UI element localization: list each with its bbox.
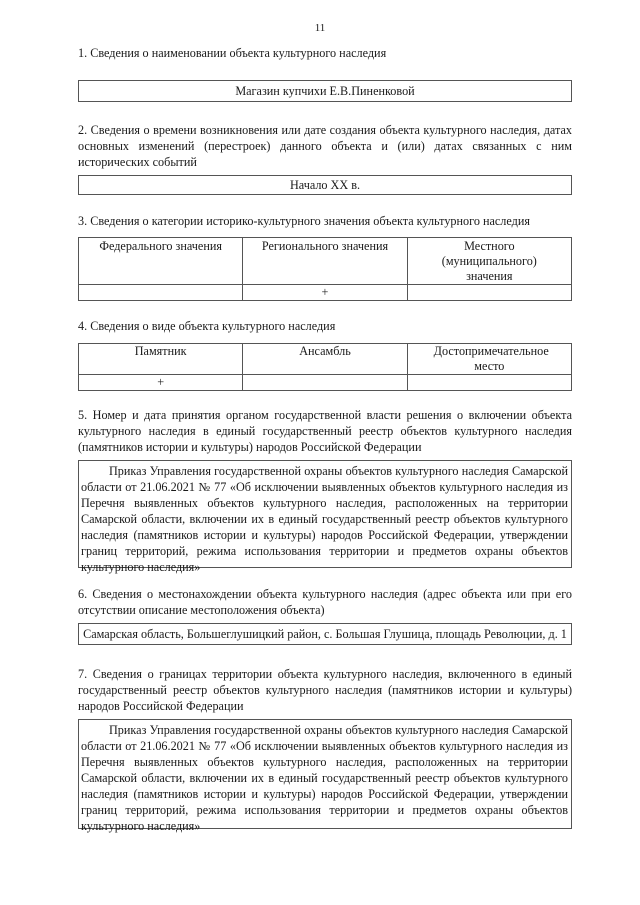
section-7-title: 7. Сведения о границах территории объекта культурного наследия, включенного в единый государственный реестр объектов культурного наследия (памятников истории и культуры) народов Российской Федерации — [78, 667, 572, 713]
type-table — [78, 343, 572, 391]
boundaries-order-text: Приказ Управления государственной охраны объектов культурного наследия Самарской области от 21.06.2021 № 77 «Об исключении выявленных объектов культурного наследия из Перечня выявленных объектов культурного наследия, расположенных на территории Самарской области, включении их в единый государственный реестр объектов культурного наследия (памятников истории и культуры) народов Российской Федерации, утверждении границ территорий, режима использования территории и предметов охраны объектов культурного наследия» — [81, 723, 568, 833]
creation-date: Начало XX в. — [289, 178, 361, 192]
section-3-title: 3. Сведения о категории историко-культурного значения объекта культурного наследия — [78, 214, 530, 228]
section-7-value-box — [78, 719, 572, 833]
object-name: Магазин купчихи Е.В.Пиненковой — [235, 84, 415, 98]
header-ensemble: Ансамбль — [243, 344, 407, 375]
section-5-title: 5. Номер и дата принятия органом государственной власти решения о включении объекта культурного наследия в единый государственный реестр объектов культурного наследия (памятников истории и культуры) народов Российской Федерации — [78, 408, 572, 454]
registry-order-text: Приказ Управления государственной охраны объектов культурного наследия Самарской области от 21.06.2021 № 77 «Об исключении выявленных объектов культурного наследия из Перечня выявленных объектов культурного наследия, расположенных на территории Самарской области, включении их в единый государственный реестр объектов культурного наследия (памятников истории и культуры) народов Российской Федерации, утверждении границ территорий, режима использования территории и предметов охраны объектов культурного наследия» — [81, 464, 568, 574]
page-number: 11 — [314, 22, 326, 34]
section-5-value-box — [78, 460, 572, 574]
header-landmark: Достопримечательное место — [407, 344, 571, 375]
header-monument: Памятник — [79, 344, 243, 375]
cell-local — [407, 285, 571, 301]
cell-monument: + — [79, 375, 243, 391]
header-federal: Федерального значения — [79, 238, 243, 285]
cell-regional: + — [243, 285, 407, 301]
cell-ensemble — [243, 375, 407, 391]
section-4-title: 4. Сведения о виде объекта культурного наследия — [78, 319, 336, 333]
cell-federal — [79, 285, 243, 301]
section-6-title: 6. Сведения о местонахождении объекта культурного наследия (адрес объекта или при его отсутствии описание местоположения объекта) — [78, 587, 572, 617]
cell-landmark — [407, 375, 571, 391]
category-table — [78, 237, 572, 301]
address-text: Самарская область, Большеглушицкий район, с. Большая Глушица, площадь Революции, д. 1 — [83, 627, 567, 641]
header-local: Местного (муниципального) значения — [407, 238, 571, 285]
section-6-value-box — [78, 623, 572, 645]
section-2-value-box — [78, 175, 572, 195]
section-1-title: 1. Сведения о наименовании объекта культурного наследия — [78, 46, 387, 60]
section-2-title: 2. Сведения о времени возникновения или дате создания объекта культурного наследия, датах основных изменений (перестроек) данного объекта и (или) датах связанных с ним исторических событий — [78, 123, 572, 169]
header-regional: Регионального значения — [243, 238, 407, 285]
section-1-value-box — [78, 80, 572, 102]
